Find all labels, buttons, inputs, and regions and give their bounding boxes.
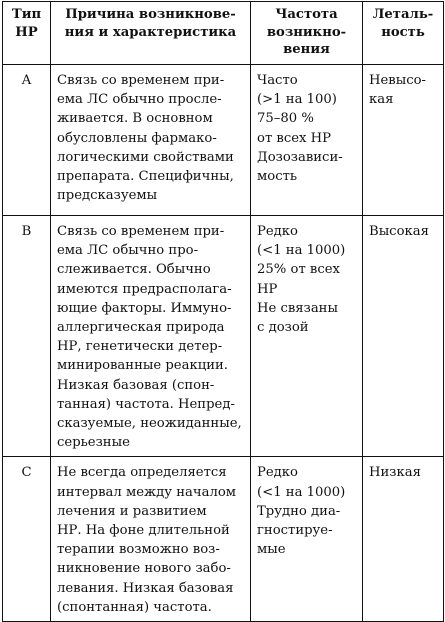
cause-line: живается. В основном bbox=[57, 111, 213, 127]
lethality-line: кая bbox=[369, 92, 394, 108]
frequency-line: Не связаны bbox=[257, 300, 338, 316]
cause-cell bbox=[51, 457, 251, 622]
frequency-line: гностируе- bbox=[257, 523, 333, 539]
cause-line: ющие факторы. Иммуно- bbox=[57, 300, 232, 316]
frequency-line: (<1 на 1000) bbox=[257, 484, 346, 500]
cause-line: обусловлены фармако- bbox=[57, 130, 217, 146]
type-cell bbox=[3, 216, 51, 457]
cause-line: слеживается. Обычно bbox=[57, 262, 211, 278]
table-header-row bbox=[3, 2, 444, 65]
frequency-line: Редко bbox=[257, 224, 298, 239]
header-type: Тип НР bbox=[3, 2, 51, 65]
frequency-line: от всех НР bbox=[257, 130, 332, 146]
frequency-line: НР bbox=[257, 281, 278, 297]
type-cell bbox=[3, 65, 51, 216]
frequency-line: Трудно диа- bbox=[257, 503, 341, 519]
cause-line: ема ЛС обычно про- bbox=[57, 243, 199, 259]
frequency-line: Редко bbox=[257, 465, 298, 481]
table-row bbox=[3, 216, 444, 457]
adverse-reactions-table bbox=[2, 1, 444, 622]
type-label: B bbox=[21, 224, 32, 239]
cause-line: танная) частота. Непред- bbox=[57, 396, 235, 412]
lethality-cell bbox=[363, 65, 444, 216]
cause-line: предсказуемы bbox=[57, 188, 158, 204]
type-cell bbox=[3, 457, 51, 622]
header-cause: Причина возникнове- ния и характеристика bbox=[51, 2, 251, 65]
cause-line: лечения и развитием bbox=[57, 503, 207, 519]
frequency-line: мые bbox=[257, 542, 286, 558]
cause-line: Связь со временем при- bbox=[57, 224, 225, 239]
cause-line: ема ЛС обычно просле- bbox=[57, 92, 222, 108]
cause-line: сказуемые, неожиданные, bbox=[57, 416, 242, 432]
frequency-line: (>1 на 100) bbox=[257, 92, 337, 108]
frequency-line: мость bbox=[257, 169, 298, 185]
cause-line: имеются предрасполага- bbox=[57, 281, 232, 297]
cause-line: логическими свойствами bbox=[57, 149, 234, 165]
header-frequency: Частота возникно- вения bbox=[251, 2, 363, 65]
type-label: C bbox=[21, 465, 32, 481]
table-row bbox=[3, 457, 444, 622]
cause-line: левания. Низкая базовая bbox=[57, 580, 234, 596]
table-row bbox=[3, 65, 444, 216]
cause-line: серьезные bbox=[57, 435, 130, 451]
frequency-line: Часто bbox=[257, 73, 298, 88]
frequency-line: 25% от всех bbox=[257, 262, 340, 278]
cause-cell bbox=[51, 216, 251, 457]
cause-line: терапии возможно воз- bbox=[57, 542, 220, 558]
frequency-cell bbox=[251, 216, 363, 457]
frequency-cell bbox=[251, 65, 363, 216]
lethality-line: Высокая bbox=[369, 224, 429, 239]
lethality-cell bbox=[363, 216, 444, 457]
frequency-line: 75–80 % bbox=[257, 111, 314, 127]
cause-line: Низкая базовая (спон- bbox=[57, 377, 215, 393]
lethality-line: Невысо- bbox=[369, 73, 427, 88]
cause-line: минированные реакции. bbox=[57, 358, 228, 374]
frequency-line: Дозозависи- bbox=[257, 149, 343, 165]
type-label: A bbox=[21, 73, 32, 88]
frequency-cell bbox=[251, 457, 363, 622]
cause-line: НР, генетически детер- bbox=[57, 339, 223, 355]
frequency-line: с дозой bbox=[257, 320, 309, 336]
cause-line: Не всегда определяется bbox=[57, 465, 227, 481]
cause-line: интервал между началом bbox=[57, 484, 237, 500]
cause-cell bbox=[51, 65, 251, 216]
cause-line: НР. На фоне длительной bbox=[57, 523, 230, 539]
cause-line: никновение нового забо- bbox=[57, 561, 231, 577]
cause-line: аллергическая природа bbox=[57, 320, 225, 336]
cause-line: (спонтанная) частота. bbox=[57, 599, 212, 615]
frequency-line: (<1 на 1000) bbox=[257, 243, 346, 259]
cause-line: Связь со временем при- bbox=[57, 73, 225, 88]
cause-line: препарата. Специфичны, bbox=[57, 169, 234, 185]
header-lethality: Леталь- ность bbox=[363, 2, 444, 65]
lethality-cell bbox=[363, 457, 444, 622]
lethality-line: Низкая bbox=[369, 465, 421, 481]
